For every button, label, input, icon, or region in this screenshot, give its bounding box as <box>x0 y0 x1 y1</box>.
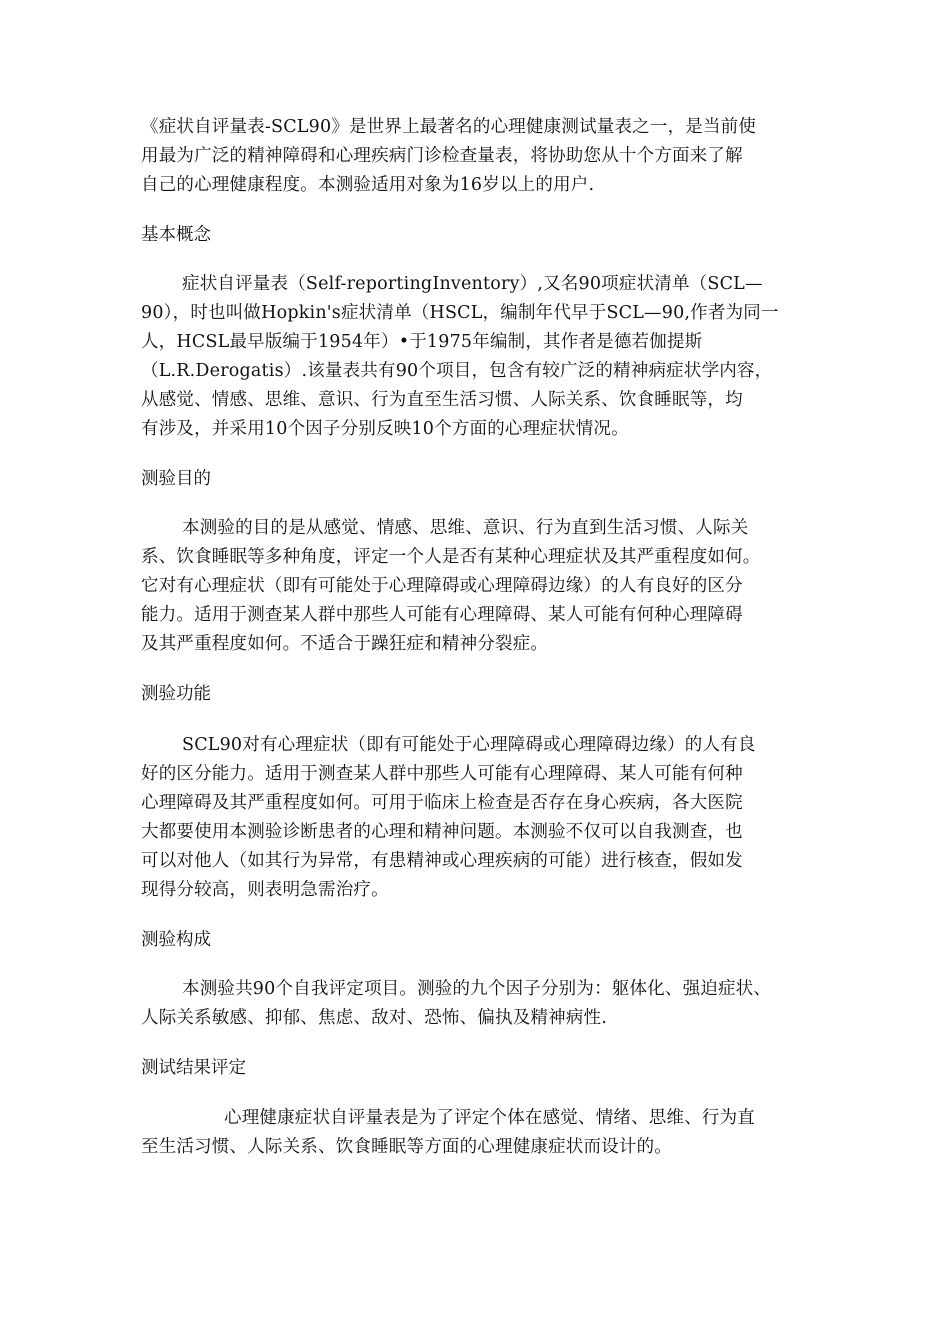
paragraph-line: 系、饮食睡眠等多种角度，评定一个人是否有某种心理症状及其严重程度如何。 <box>141 547 761 567</box>
paragraph-line: 至生活习惯、人际关系、饮食睡眠等方面的心理健康症状而设计的。 <box>141 1137 672 1157</box>
paragraph-line: 能力。适用于测查某人群中那些人可能有心理障碍、某人可能有何种心理障碍 <box>141 605 743 625</box>
paragraph-line: 及其严重程度如何。不适合于躁狂症和精神分裂症。 <box>141 634 549 654</box>
paragraph-line: 可以对他人（如其行为异常，有患精神或心理疾病的可能）进行核查，假如发 <box>141 851 743 871</box>
paragraph-line: 从感觉、情感、思维、意识、行为直至生活习惯、人际关系、饮食睡眠等，均 <box>141 390 743 410</box>
section-heading-basic-concept: 基本概念 <box>141 225 211 245</box>
paragraph-line: 它对有心理症状（即有可能处于心理障碍或心理障碍边缘）的人有良好的区分 <box>141 576 743 596</box>
intro-line: 《症状自评量表-SCL90》是世界上最著名的心理健康测试量表之一，是当前使 <box>141 117 757 137</box>
paragraph-line: 大都要使用本测验诊断患者的心理和精神问题。本测验不仅可以自我测查，也 <box>141 822 743 842</box>
paragraph-line: （L.R.Derogatis）.该量表共有90个项目，包含有较广泛的精神病症状学内容， <box>141 361 773 381</box>
paragraph-line: 心理健康症状自评量表是为了评定个体在感觉、情绪、思维、行为直 <box>224 1108 755 1128</box>
intro-line: 自己的心理健康程度。本测验适用对象为16岁以上的用户. <box>141 175 595 195</box>
paragraph-line: 本测验共90个自我评定项目。测验的九个因子分别为：躯体化、强迫症状、 <box>182 979 772 999</box>
paragraph-line: 人际关系敏感、抑郁、焦虑、敌对、恐怖、偏执及精神病性. <box>141 1008 607 1028</box>
paragraph-line: 症状自评量表（Self-reportingInventory）,又名90项症状清单（SCL— <box>182 274 763 294</box>
section-heading-purpose: 测验目的 <box>141 469 211 489</box>
paragraph-line: 有涉及，并采用10个因子分别反映10个方面的心理症状情况。 <box>141 419 629 439</box>
section-heading-function: 测验功能 <box>141 684 211 704</box>
paragraph-line: 现得分较高，则表明急需治疗。 <box>141 880 389 900</box>
paragraph-line: 90），时也叫做Hopkin's症状清单（HSCL，编制年代早于SCL—90,作者为同一 <box>141 303 779 323</box>
paragraph-line: 心理障碍及其严重程度如何。可用于临床上检查是否存在身心疾病，各大医院 <box>141 793 743 813</box>
intro-line: 用最为广泛的精神障碍和心理疾病门诊检查量表，将协助您从十个方面来了解 <box>141 146 743 166</box>
paragraph-line: 本测验的目的是从感觉、情感、思维、意识、行为直到生活习惯、人际关 <box>182 518 749 538</box>
paragraph-line: SCL90对有心理症状（即有可能处于心理障碍或心理障碍边缘）的人有良 <box>182 735 756 755</box>
paragraph-line: 人，HCSL最早版编于1954年）•于1975年编制，其作者是德若伽提斯 <box>141 332 703 352</box>
section-heading-composition: 测验构成 <box>141 930 211 950</box>
paragraph-line: 好的区分能力。适用于测查某人群中那些人可能有心理障碍、某人可能有何种 <box>141 764 743 784</box>
section-heading-result-evaluation: 测试结果评定 <box>141 1058 246 1078</box>
